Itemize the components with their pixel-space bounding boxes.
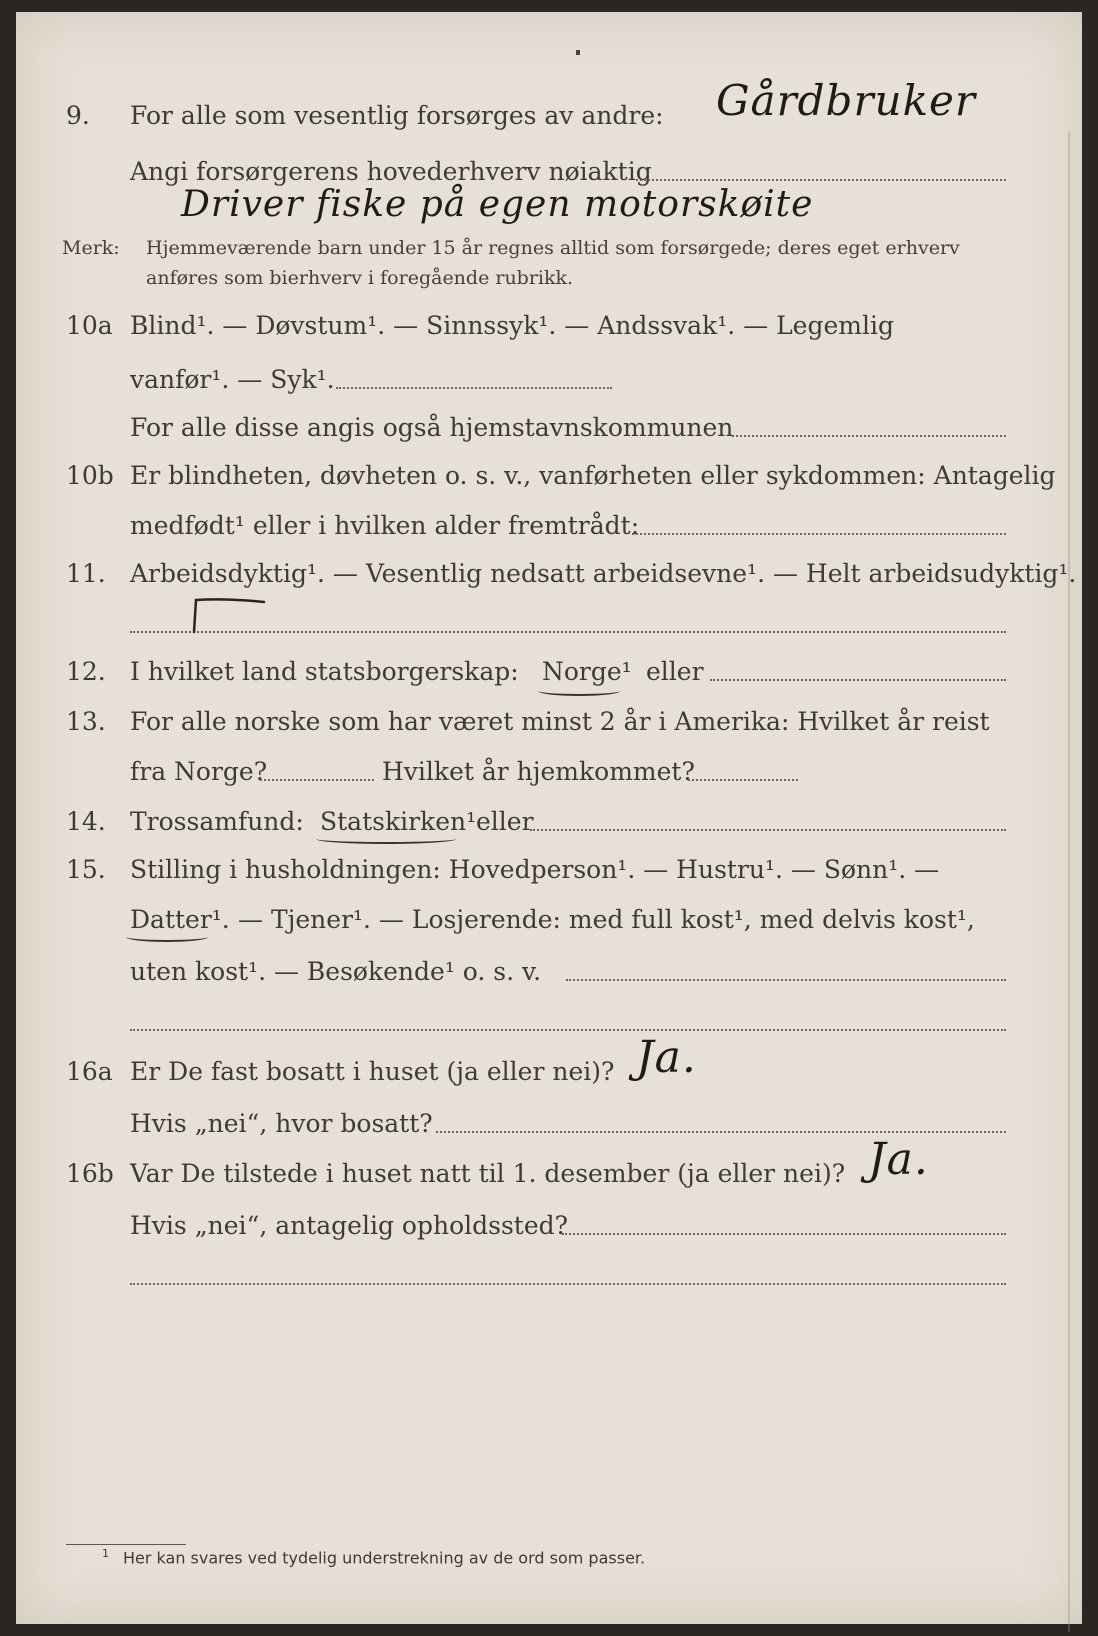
question-10a-line-3 — [16, 408, 1082, 448]
question-15 — [16, 850, 1082, 890]
note-row-2 — [16, 258, 1082, 298]
answer-line — [710, 679, 1006, 681]
question-text: For alle som vesentlig forsørges av andre: — [130, 101, 664, 130]
question-number: 11. — [66, 559, 106, 588]
handwritten-answer-present: Ja. — [868, 1134, 929, 1185]
question-10a-line-2 — [16, 360, 1082, 400]
question-number: 9. — [66, 101, 90, 130]
footnote-marker: 1 — [102, 1547, 109, 1560]
question-15-line-3 — [16, 952, 1082, 992]
answer-line — [260, 779, 374, 781]
underline-mark-datter — [126, 932, 208, 942]
question-text: Arbeidsdyktig¹. — Vesentlig nedsatt arbeidsevne¹. — Helt arbeidsudyktig¹. — [130, 559, 1077, 588]
answer-line — [732, 435, 1006, 437]
question-15-answer-line — [16, 1002, 1082, 1042]
question-11-answer-line — [16, 604, 1082, 644]
answer-line — [530, 829, 1006, 831]
answer-line — [436, 1131, 1006, 1133]
option-datter: Datter¹. — [130, 905, 230, 934]
ink-speck — [576, 50, 580, 55]
question-10a — [16, 306, 1082, 346]
handwritten-answer-occupation: Gårdbruker — [716, 76, 976, 125]
question-number: 10b — [66, 461, 114, 490]
answer-line — [336, 387, 612, 389]
question-10b-line-2 — [16, 506, 1082, 546]
question-text: Var De tilstede i huset natt til 1. desember (ja eller nei)? — [130, 1159, 846, 1188]
question-12 — [16, 652, 1082, 692]
question-16b-line-2 — [16, 1206, 1082, 1246]
question-13-line-2 — [16, 752, 1082, 792]
question-number: 15. — [66, 855, 106, 884]
question-11 — [16, 554, 1082, 594]
question-text: Hvis „nei“, antagelig opholdssted? — [130, 1211, 569, 1240]
question-16a — [16, 1052, 1082, 1092]
question-14 — [16, 802, 1082, 842]
answer-line — [130, 1283, 1006, 1285]
census-form-page — [16, 12, 1082, 1624]
answer-line — [632, 533, 1006, 535]
underline-mark-norge — [538, 686, 620, 696]
handwritten-answer-resident: Ja. — [636, 1032, 697, 1083]
question-number: 12. — [66, 657, 106, 686]
option-statskirken: Statskirken¹ — [320, 807, 477, 836]
answer-line — [130, 1029, 1006, 1031]
question-text-or: eller — [476, 807, 534, 836]
question-text: uten kost¹. — Besøkende¹ o. s. v. — [130, 957, 542, 986]
question-text: Er blindheten, døvheten o. s. v., vanførheten eller sykdommen: Antagelig — [130, 461, 1056, 490]
answer-line — [636, 179, 1006, 181]
answer-line — [688, 779, 798, 781]
footnote-rule — [66, 1544, 186, 1545]
question-text: Trossamfund: — [130, 807, 304, 836]
footnote — [102, 1547, 645, 1567]
question-text: medfødt¹ eller i hvilken alder fremtrådt: — [130, 511, 640, 540]
handwritten-answer-provider-occupation: Driver fiske på egen motorskøite — [181, 184, 814, 225]
question-number: 16a — [66, 1057, 113, 1086]
question-text: For alle norske som har været minst 2 år i Amerika: Hvilket år reist — [130, 707, 990, 736]
option-norge: Norge¹ — [542, 657, 632, 686]
question-text: Stilling i husholdningen: Hovedperson¹. — Hustru¹. — Sønn¹. — — [130, 855, 940, 884]
question-text: vanfør¹. — Syk¹. — [130, 365, 335, 394]
question-text: Hvilket år hjemkommet? — [382, 757, 695, 786]
question-number: 16b — [66, 1159, 114, 1188]
question-text: Angi forsørgerens hovederhverv nøiaktig — [130, 157, 652, 186]
question-text: For alle disse angis også hjemstavnskommunen — [130, 413, 734, 442]
question-text: Er De fast bosatt i huset (ja eller nei)? — [130, 1057, 615, 1086]
underline-mark-statskirken — [316, 834, 456, 844]
question-10b — [16, 456, 1082, 496]
question-text: Hvis „nei“, hvor bosatt? — [130, 1109, 433, 1138]
question-number: 13. — [66, 707, 106, 736]
question-text: Blind¹. — Døvstum¹. — Sinnssyk¹. — Andssvak¹. — Legemlig — [130, 311, 894, 340]
question-16b-answer-line — [16, 1256, 1082, 1296]
question-13 — [16, 702, 1082, 742]
question-text-or: eller — [646, 657, 704, 686]
footnote-text: Her kan svares ved tydelig understrekning av de ord som passer. — [123, 1548, 646, 1568]
question-text: — Tjener¹. — Losjerende: med full kost¹, med delvis kost¹, — [238, 905, 975, 934]
answer-line — [562, 1233, 1006, 1235]
question-text: I hvilket land statsborgerskap: — [130, 657, 519, 686]
note-text: Hjemmeværende barn under 15 år regnes alltid som forsørgede; deres eget erhverv — [146, 237, 960, 259]
answer-line — [566, 979, 1006, 981]
question-number: 10a — [66, 311, 113, 340]
note-label: Merk: — [62, 237, 120, 259]
note-text: anføres som bierhverv i foregående rubrikk. — [146, 267, 574, 289]
question-text: fra Norge? — [130, 757, 268, 786]
question-number: 14. — [66, 807, 106, 836]
check-mark — [186, 592, 276, 642]
